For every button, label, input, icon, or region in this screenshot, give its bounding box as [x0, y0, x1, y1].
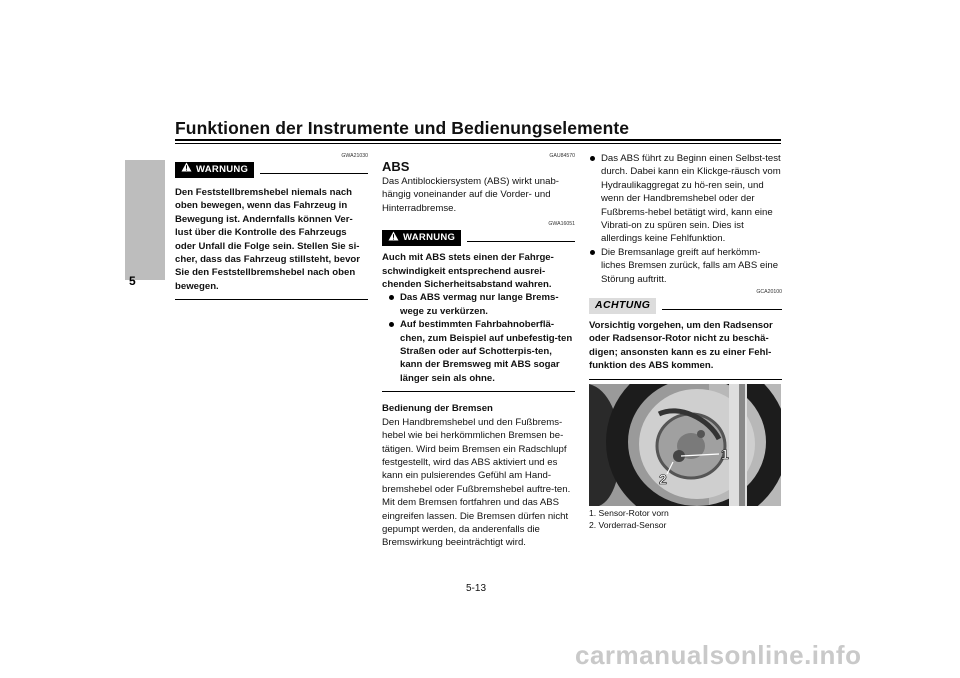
warning-code: GWA16051	[548, 221, 575, 228]
warning-rule	[467, 241, 575, 242]
warning-rule	[260, 173, 368, 174]
page-number: 5-13	[466, 583, 487, 594]
braking-body-text: Den Handbremshebel und den Fußbrems-hebel wie bei herkömmlichen Bremsen be-tätigen. Wird beim Bremsen ein Radschlupf festgestellt, wird das ABS aktiviert und es kann ein pulsierendes Gefühl am Hand-bremshebel oder Fußbremshebel auftre-ten. Mit dem Bremsen fortfahren und das ABS eingreifen lassen. Die Bremsen dürfen nicht gepumpt werden, da anderenfalls die Bremswirkung beeinträchtigt wird.	[382, 416, 571, 549]
page-header-title: Funktionen der Instrumente und Bedienungselemente	[175, 118, 630, 138]
warning-badge	[175, 162, 254, 178]
caution-badge: ACHTUNG	[589, 298, 656, 314]
warning-end-rule	[382, 391, 575, 392]
warning-triangle-icon	[388, 231, 399, 245]
warning-badge	[382, 230, 461, 246]
chapter-number: 5	[129, 274, 136, 288]
caution-code: GCA20100	[756, 289, 782, 296]
warning-text: Auch mit ABS stets einen der Fahrge-schwindigkeit entsprechend ausrei-chenden Sicherheitsabstand wahren.	[382, 252, 554, 291]
callout-1: 1	[721, 446, 729, 462]
watermark[interactable]: carmanualsonline.info	[575, 640, 862, 670]
warning-text: Den Feststellbremshebel niemals nach oben bewegen, wenn das Fahrzeug in Bewegung ist. Andernfalls können Ver-lust über die Kontrolle des Fahrzeugs oder Unfall die Folge sein. Stellen Sie si-cher, dass das Fahrzeug stillsteht, bevor Sie den Feststellbremshebel nach oben bewegen.	[175, 187, 361, 292]
caution-rule	[662, 309, 782, 310]
wheel-sensor-photo	[589, 384, 781, 506]
warning-header	[175, 161, 368, 178]
caution-end-rule	[589, 379, 782, 380]
abs-intro: Das Antiblockiersystem (ABS) wirkt unab-hängig voneinander auf die Vorder- und Hinterradbremse.	[382, 176, 560, 214]
section-title: ABS	[382, 159, 410, 174]
reference-code: GWA21030	[341, 153, 368, 159]
warning-label: WARNUNG	[403, 232, 456, 244]
section-code: GAU84570	[549, 153, 575, 159]
warning-end-rule	[175, 299, 368, 300]
caution-header	[589, 297, 782, 314]
caption-item: 1. Sensor-Rotor vorn	[589, 508, 669, 518]
header-rule-thin	[175, 143, 781, 144]
subsection-title: Bedienung der Bremsen	[382, 403, 493, 415]
caution-text: Vorsichtig vorgehen, um den Radsensor oder Radsensor-Rotor nicht zu beschä-digen; ansonsten kann es zu einer Fehl-funktion des ABS kommen.	[589, 320, 773, 372]
list-item: Die Bremsanlage greift auf herkömm-liches Bremsen zurück, falls am ABS eine Störung auftritt.	[589, 246, 782, 286]
list-item: Das ABS führt zu Beginn einen Selbst-test durch. Dabei kann ein Klickge-räusch vom Hydraulikaggregat zu hö-ren sein, und wenn der Handbremshebel oder der Fußbrems-hebel betätigt wird, kann eine Vibrati-on zu spüren sein. Dies ist allerdings keine Fehlfunktion.	[589, 152, 782, 246]
column-3	[589, 152, 782, 380]
callout-2: 2	[659, 471, 667, 487]
warning-header	[382, 229, 575, 246]
column-1	[175, 152, 368, 300]
chapter-tab	[125, 160, 165, 288]
header-rule	[175, 139, 781, 141]
photo-captions	[589, 507, 669, 531]
warning-triangle-icon	[181, 162, 192, 176]
warning-label: WARNUNG	[196, 163, 249, 175]
warning-bullet: Das ABS vermag nur lange Brems-wege zu verkürzen.	[382, 291, 575, 318]
column-2	[382, 152, 575, 550]
warning-bullet: Auf bestimmten Fahrbahnoberflä-chen, zum Beispiel auf unbefestig-ten Straßen oder auf Schotterpis-ten, kann der Bremsweg mit ABS sogar länger sein als ohne.	[382, 318, 575, 385]
caption-item: 2. Vorderrad-Sensor	[589, 520, 667, 530]
